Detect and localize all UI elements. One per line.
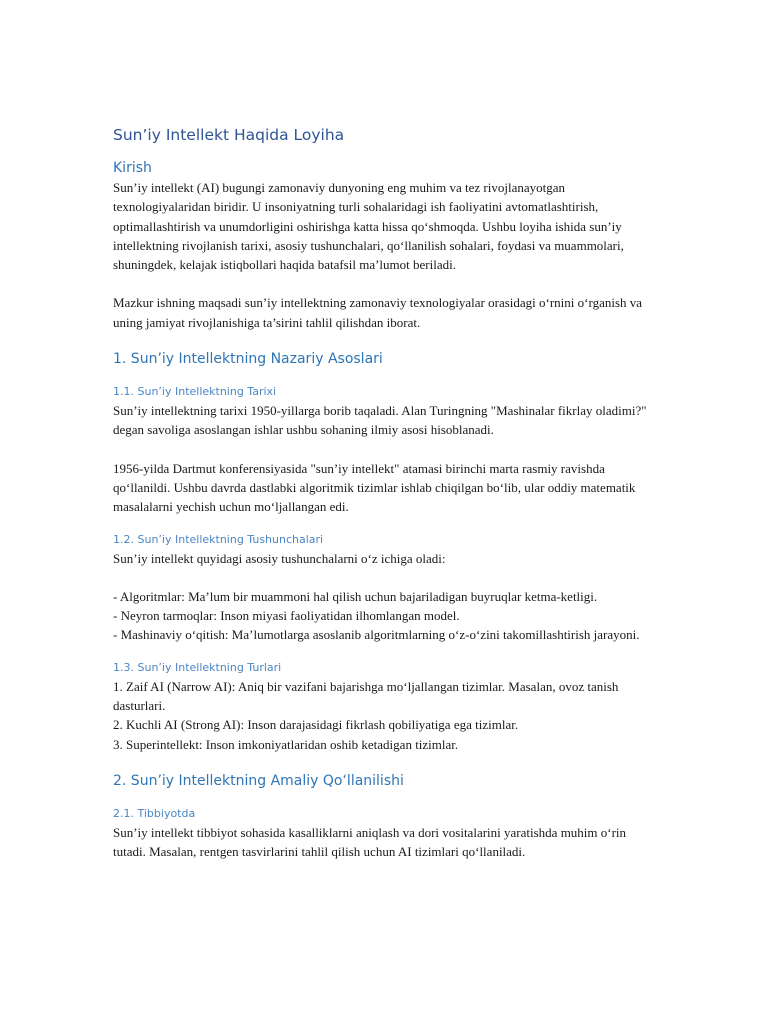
list-item: - Mashinaviy o‘qitish: Ma’lumotlarga asoslanib algoritmlarning o‘z-o‘zini takomillashtirish jarayoni. (113, 627, 640, 643)
intro-heading: Kirish (113, 160, 152, 176)
intro-paragraph-1: Sun’iy intellekt (AI) bugungi zamonaviy dunyoning eng muhim va tez rivojlanayotgan texnologiyalaridan biridir. U insoniyatning turli sohalaridagi ish faoliyatini avtomatlashtirish, optimallashtirish va unumdorligini oshirishga katta hissa qo‘shmoqda. Ushbu loyiha ishida sun’iy intellektning rivojlanish tarixi, asosiy tushunchalari, qo‘llanilish sohalari, foydasi va muammolari, shuningdek, kelajak istiqbollari haqida batafsil ma’lumot beriladi. (113, 180, 624, 273)
section-1-3-heading: 1.3. Sun’iy Intellektning Turlari (113, 660, 282, 674)
list-item: 2. Kuchli AI (Strong AI): Inson darajasidagi fikrlash qobiliyatiga ega tizimlar. (113, 717, 519, 733)
section-1-heading: 1. Sun’iy Intellektning Nazariy Asoslari (113, 351, 383, 368)
document-body (113, 124, 658, 862)
section-1-1-paragraph-2: 1956-yilda Dartmut konferensiyasida "sun’iy intellekt" atamasi birinchi marta rasmiy ravishda qo‘llanildi. Ushbu davrda dastlabki algoritmik tizimlar ishlab chiqilgan bo‘lib, ular oddiy matematik masalalarni yechish uchun mo‘ljallangan edi. (113, 460, 636, 515)
document-title: Sun’iy Intellekt Haqida Loyiha (113, 126, 345, 144)
section-1-2-paragraph-1: Sun’iy intellekt quyidagi asosiy tushunchalarni o‘z ichiga oladi: (113, 550, 446, 566)
section-2-heading: 2. Sun’iy Intellektning Amaliy Qo‘llanilishi (113, 772, 404, 789)
section-1-1-paragraph-1: Sun’iy intellektning tarixi 1950-yillarga borib taqaladi. Alan Turingning "Mashinalar fikrlay oladimi?" degan savoliga asoslangan ishlar ushbu sohaning ilmiy asosi hisoblanadi. (113, 403, 647, 438)
section-2-1-paragraph-1: Sun’iy intellekt tibbiyot sohasida kasalliklarni aniqlash va dori vositalarini yaratishda muhim o‘rin tutadi. Masalan, rentgen tasvirlarini tahlil qilish uchun AI tizimlari qo‘llaniladi. (113, 824, 627, 860)
list-item: 3. Superintellekt: Inson imkoniyatlaridan oshib ketadigan tizimlar. (113, 736, 459, 752)
intro-paragraph-2: Mazkur ishning maqsadi sun’iy intellektning zamonaviy texnologiyalar orasidagi o‘rnini o‘rganish va uning jamiyat rivojlanishiga ta’sirini tahlil qilishdan iborat. (113, 295, 643, 330)
section-1-1-heading: 1.1. Sun’iy Intellektning Tarixi (113, 385, 277, 399)
list-item: 1. Zaif AI (Narrow AI): Aniq bir vazifani bajarishga mo‘ljallangan tizimlar. Masalan, ovoz tanish dasturlari. (113, 678, 619, 714)
list-item: - Algoritmlar: Ma’lum bir muammoni hal qilish uchun bajariladigan buyruqlar ketma-ketligi. (113, 588, 598, 604)
section-1-2-heading: 1.2. Sun’iy Intellektning Tushunchalari (113, 532, 324, 546)
list-item: - Neyron tarmoqlar: Inson miyasi faoliyatidan ilhomlangan model. (113, 608, 460, 624)
section-2-1-heading: 2.1. Tibbiyotda (113, 806, 196, 820)
